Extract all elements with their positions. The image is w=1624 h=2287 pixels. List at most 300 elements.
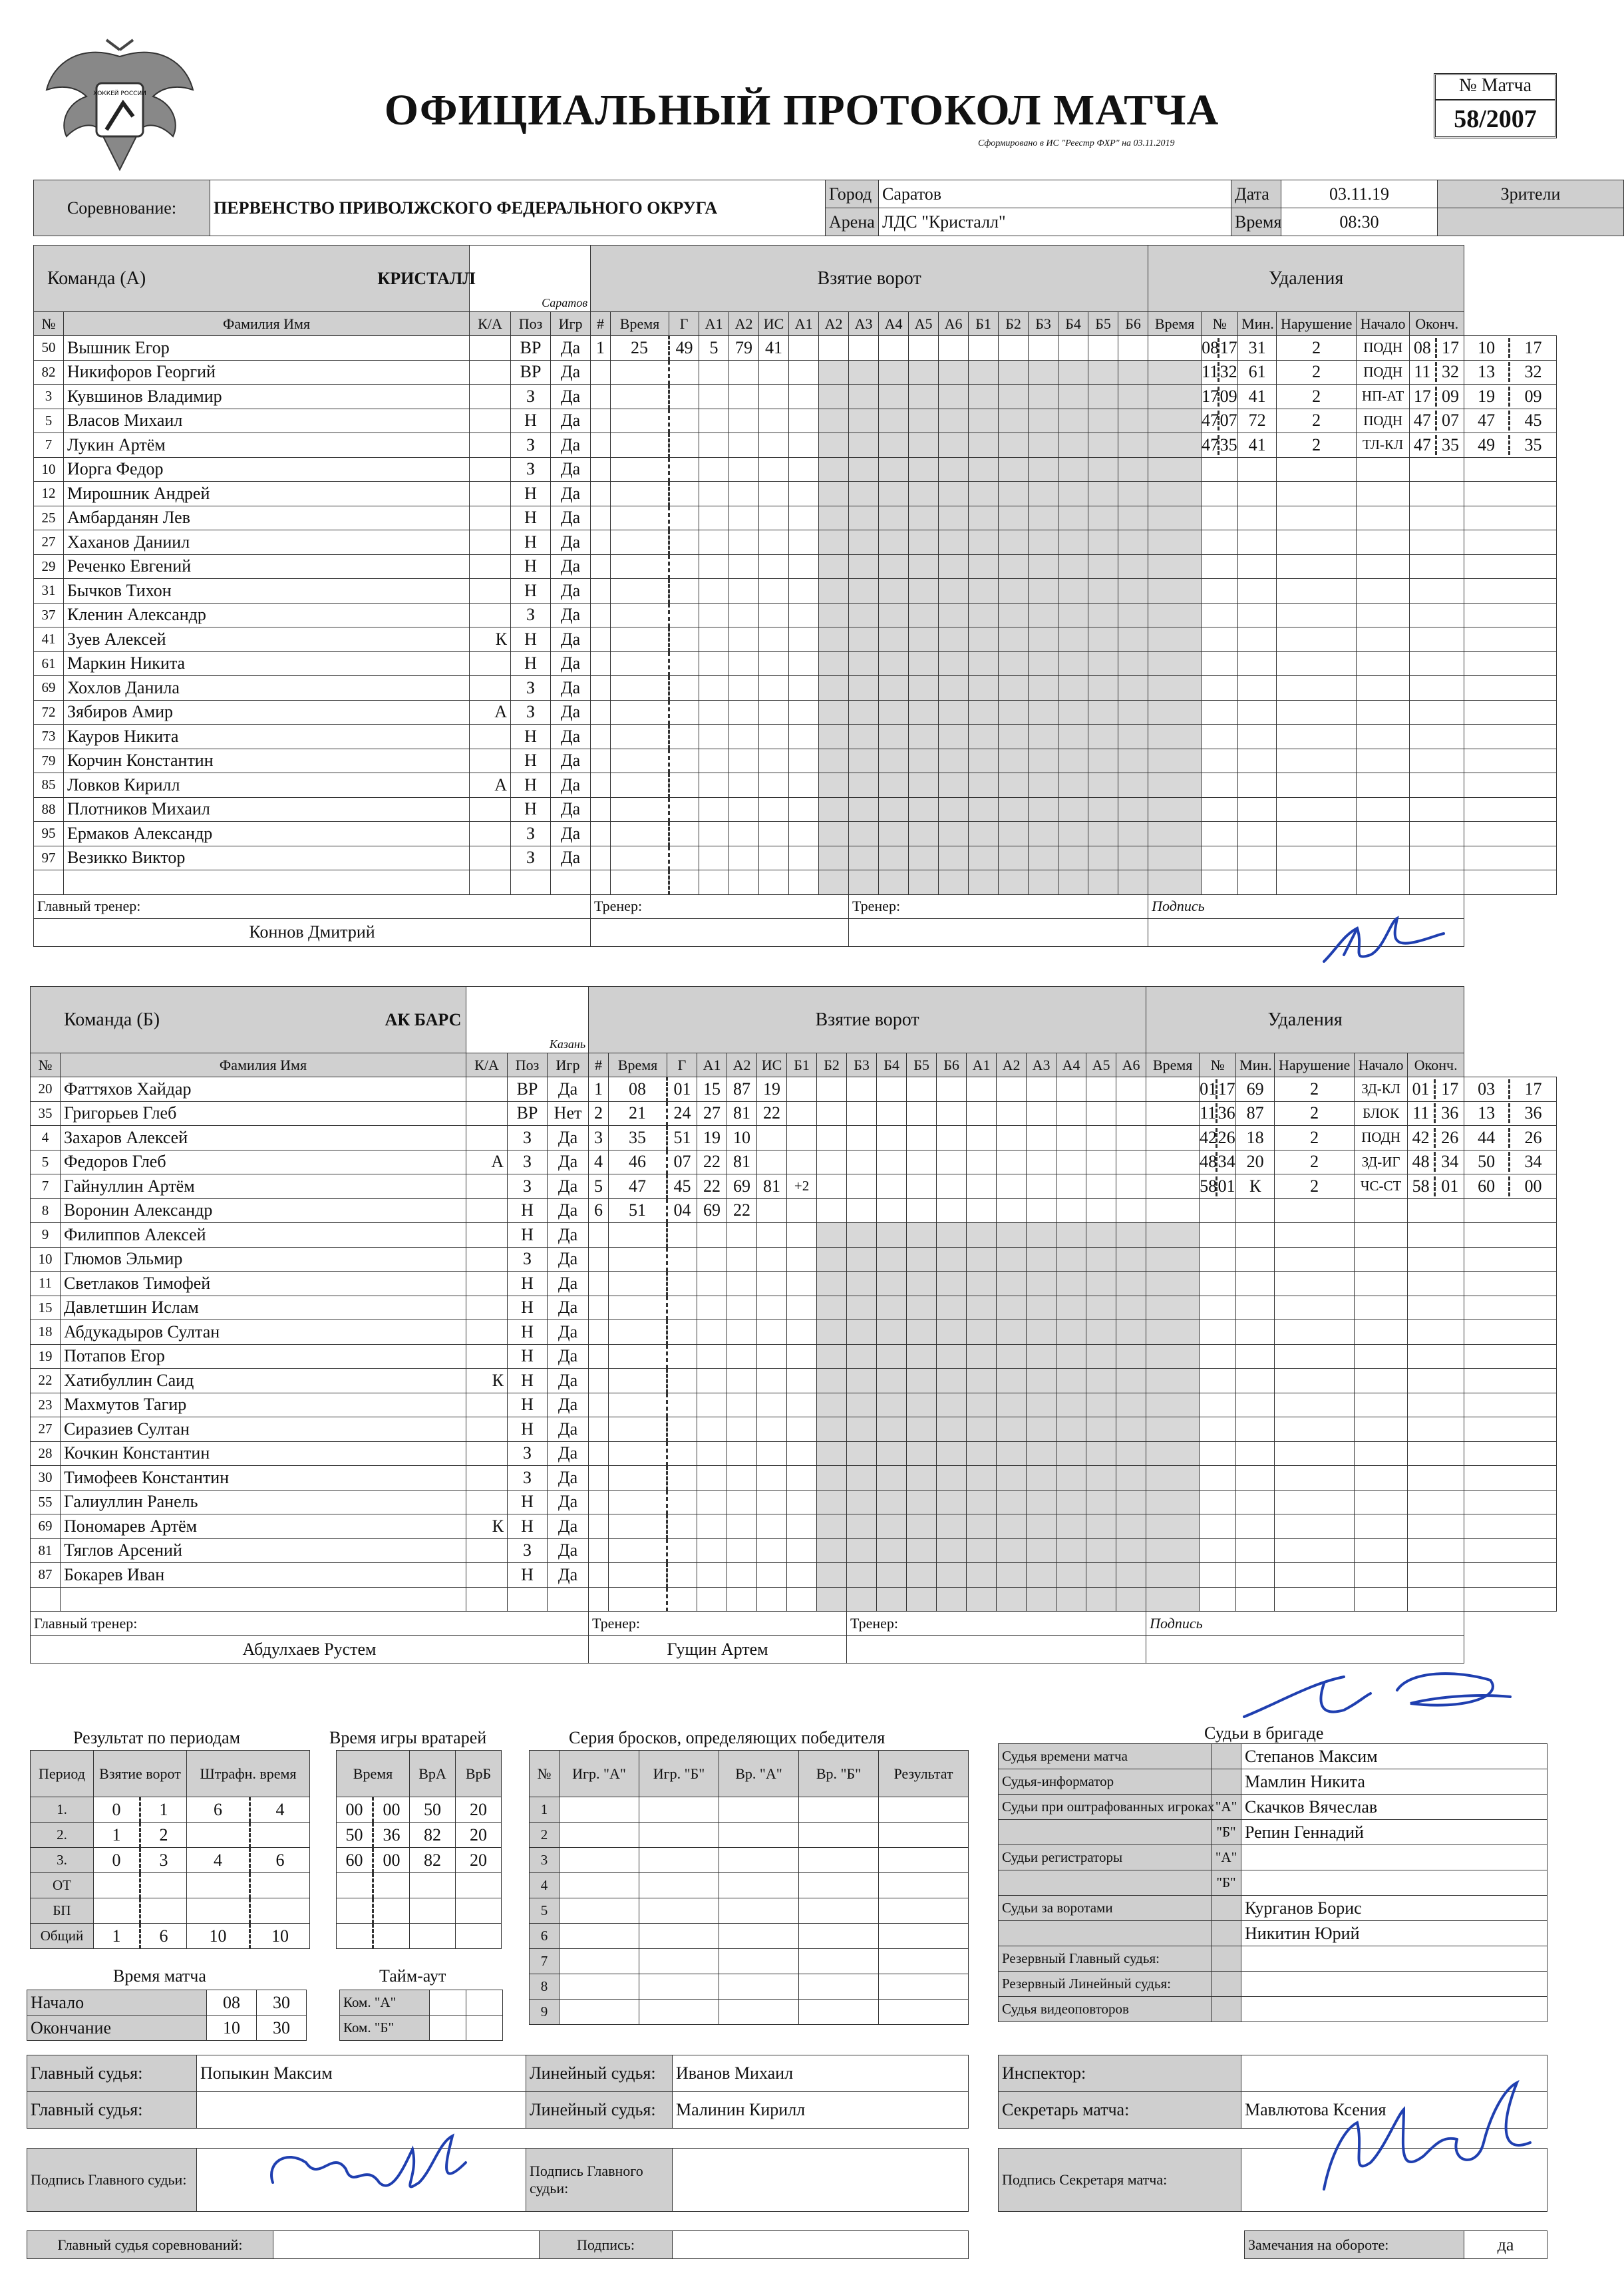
penalty-time [1200,1223,1236,1248]
goal-cell: 04 [667,1198,697,1223]
player-row [34,749,1557,773]
penalty-period [1410,554,1464,579]
player-number: 79 [34,749,64,773]
penalty-minutes [1275,1417,1355,1442]
penalty-time [1200,1441,1236,1466]
player-role [470,822,511,846]
goal-cell [699,579,729,604]
player-plays: Да [551,749,591,773]
player-position: З [508,1538,548,1563]
goalie-row: 50 36 82 20 [337,1823,502,1848]
penalty-minutes [1277,725,1357,749]
player-row [34,482,1557,506]
goal-cell [699,530,729,555]
player-number: 10 [31,1247,61,1272]
goal-cell [789,651,819,676]
goal-cell: 21 [609,1101,667,1126]
goal-cell [787,1563,817,1588]
goal-cell: 5 [589,1174,609,1199]
goal-cell [611,385,669,409]
player-number: 72 [34,700,64,725]
goal-cell [729,433,759,458]
player-name: Фаттяхов Хайдар [61,1077,466,1102]
goal-cell [757,1296,787,1320]
penalty-time [1200,1587,1236,1612]
goal-cell [789,725,819,749]
penalty-violation [1355,1272,1408,1296]
goal-cell [789,603,819,627]
goal-cell: 24 [667,1101,697,1126]
goal-cell: +2 [787,1174,817,1199]
goalie-row: 60 00 82 20 [337,1848,502,1873]
penalty-period: 42 26 [1408,1126,1464,1150]
player-plays: Нет [548,1101,589,1126]
goal-cell [591,554,611,579]
goal-cell [667,1417,697,1442]
player-role [470,870,511,895]
penalty-time: 4707 [1202,409,1238,433]
player-name: Зуев Алексей [64,627,470,652]
goal-cell [729,506,759,530]
team-a-head-coach: Коннов Дмитрий [34,918,591,946]
goal-cell [729,530,759,555]
goal-cell [789,822,819,846]
penalty-minutes: 2 [1275,1174,1355,1199]
penalty-violation [1355,1441,1408,1466]
penalty-time [1202,530,1238,555]
penalty-minutes [1277,676,1357,701]
penalty-time [1202,749,1238,773]
shootout-row: 1 [530,1797,969,1823]
penalty-minutes [1275,1393,1355,1417]
player-row [34,433,1557,458]
player-row [31,1126,1557,1150]
official-row [999,1921,1547,1946]
penalty-violation: ТЛ-КЛ [1357,433,1410,458]
goal-cell: 41 [759,336,789,361]
player-name: Пономарев Артём [61,1514,466,1539]
goal-cell [729,409,759,433]
penalty-player [1238,870,1277,895]
penalty-minutes [1277,700,1357,725]
goal-cell [611,749,669,773]
competition-referee-table: Главный судья соревнований: Подпись: [27,2230,969,2259]
match-number: 58/2007 [1454,105,1537,133]
penalty-player [1238,506,1277,530]
penalty-period [1464,627,1557,652]
goal-cell [669,773,699,798]
player-plays: Да [548,1223,589,1248]
goal-cell [699,822,729,846]
penalty-violation [1355,1538,1408,1563]
player-name: Хаханов Даниил [64,530,470,555]
goal-cell [609,1490,667,1514]
penalty-period [1410,457,1464,482]
penalty-time [1200,1466,1236,1491]
goal-cell [759,822,789,846]
player-position: З [508,1441,548,1466]
penalty-player [1238,457,1277,482]
goal-cell [591,579,611,604]
player-name: Везикко Виктор [64,846,470,870]
goal-cell [611,603,669,627]
goal-cell [609,1247,667,1272]
official-row: "Б" Репин Геннадий [999,1820,1547,1845]
goal-cell [699,385,729,409]
penalty-period: 58 01 [1408,1174,1464,1199]
goal-cell [759,870,789,895]
penalty-period [1410,797,1464,822]
goal-cell [669,506,699,530]
goal-cell [759,409,789,433]
penalty-time: 1136 [1200,1101,1236,1126]
goal-cell [589,1466,609,1491]
penalty-period [1464,1466,1557,1491]
goal-cell [759,457,789,482]
player-number: 5 [31,1150,61,1174]
goal-cell [789,870,819,895]
player-role [470,554,511,579]
player-number: 87 [31,1563,61,1588]
player-number: 4 [31,1126,61,1150]
penalty-time [1200,1198,1236,1223]
goal-cell: 2 [589,1101,609,1126]
player-role [470,725,511,749]
penalty-period [1464,1587,1557,1612]
penalty-period: 47 35 [1410,433,1464,458]
goal-cell [591,530,611,555]
penalty-player: 18 [1236,1126,1275,1150]
penalty-period [1464,1320,1557,1345]
goal-cell [667,1296,697,1320]
goal-cell [611,433,669,458]
penalty-period [1464,773,1557,798]
penalty-period [1464,457,1557,482]
player-number: 20 [31,1077,61,1102]
player-row [31,1514,1557,1539]
penalty-violation [1357,554,1410,579]
secretary-name: Мавлютова Ксения [1241,2092,1547,2129]
penalty-minutes: 2 [1275,1126,1355,1150]
penalty-minutes: 2 [1277,433,1357,458]
penalty-violation [1355,1587,1408,1612]
player-plays: Да [548,1393,589,1417]
player-role [470,651,511,676]
penalty-violation [1355,1417,1408,1442]
goal-cell: 15 [697,1077,727,1102]
goal-cell [757,1538,787,1563]
timeout-title: Тайм-аут [379,1966,446,1986]
goal-cell [591,700,611,725]
penalty-period [1464,846,1557,870]
player-plays: Да [548,1272,589,1296]
goal-cell: 1 [589,1077,609,1102]
official-row: Судья-информатор Мамлин Никита [999,1769,1547,1795]
penalty-minutes [1277,457,1357,482]
player-position: Н [511,530,551,555]
player-position: Н [508,1223,548,1248]
player-row [34,725,1557,749]
player-name: Кочкин Константин [61,1441,466,1466]
goal-cell [729,846,759,870]
player-role [466,1466,508,1491]
penalty-minutes [1275,1441,1355,1466]
goal-cell [669,360,699,385]
officials-title: Судьи в бригаде [1204,1723,1324,1743]
penalty-violation [1357,797,1410,822]
player-row [31,1198,1557,1223]
player-plays: Да [551,336,591,361]
player-position [508,1587,548,1612]
player-role [470,360,511,385]
goal-cell [699,749,729,773]
goal-cell [611,457,669,482]
player-position: З [511,603,551,627]
penalty-violation [1357,506,1410,530]
penalty-period [1410,506,1464,530]
penalty-minutes [1277,627,1357,652]
goal-cell [759,846,789,870]
player-role [466,1126,508,1150]
penalty-minutes [1275,1466,1355,1491]
official-row: Судьи регистраторы "А" [999,1845,1547,1870]
player-name [64,870,470,895]
penalty-period: 13 32 [1464,360,1557,385]
player-plays: Да [551,409,591,433]
player-role [466,1272,508,1296]
player-role [466,1417,508,1442]
penalty-violation [1355,1514,1408,1539]
player-role [466,1296,508,1320]
penalty-period: 11 32 [1410,360,1464,385]
penalty-time [1200,1514,1236,1539]
player-row [31,1369,1557,1393]
penalty-time [1200,1272,1236,1296]
penalty-violation [1357,530,1410,555]
player-position: Н [508,1272,548,1296]
penalty-period [1464,725,1557,749]
goal-cell [759,627,789,652]
signatures-table: Подпись Главного судьи: Подпись Главного судьи: [27,2148,969,2212]
goal-cell [787,1077,817,1102]
goal-cell [669,846,699,870]
goal-cell [759,360,789,385]
goal-cell [667,1272,697,1296]
penalty-player [1236,1587,1275,1612]
penalty-time [1202,725,1238,749]
penalty-period [1410,603,1464,627]
penalty-period [1464,603,1557,627]
penalty-time: 4226 [1200,1126,1236,1150]
goal-cell [729,651,759,676]
goal-cell [699,676,729,701]
penalty-player [1236,1272,1275,1296]
goal-cell [729,749,759,773]
goal-cell [591,822,611,846]
player-plays: Да [548,1441,589,1466]
penalty-player: 31 [1238,336,1277,361]
player-position: Н [508,1296,548,1320]
penalty-violation [1357,676,1410,701]
goal-cell: 35 [609,1126,667,1150]
penalty-period [1464,1563,1557,1588]
goal-cell [789,554,819,579]
goal-cell [787,1587,817,1612]
goal-cell [789,409,819,433]
goal-cell [787,1320,817,1345]
player-position: ВР [508,1077,548,1102]
player-role [466,1393,508,1417]
player-plays: Да [548,1320,589,1345]
goal-cell [669,797,699,822]
penalty-violation [1357,773,1410,798]
goal-cell [589,1538,609,1563]
player-plays: Да [551,457,591,482]
goal-cell [759,603,789,627]
team-a-name: КРИСТАЛЛ [377,268,476,288]
timeout-table: Ком. "А" Ком. "Б" [339,1990,503,2041]
goal-cell [727,1272,757,1296]
penalty-player [1236,1344,1275,1369]
penalty-player [1238,603,1277,627]
goal-cell [667,1514,697,1539]
player-role [470,409,511,433]
player-number: 19 [31,1344,61,1369]
penalty-time [1202,797,1238,822]
player-number: 5 [34,409,64,433]
goal-cell [727,1223,757,1248]
goal-cell [589,1223,609,1248]
goal-cell [729,627,759,652]
penalty-period [1464,1272,1557,1296]
penalty-violation: НП-АТ [1357,385,1410,409]
penalty-minutes [1275,1490,1355,1514]
arena: ЛДС "Кристалл" [879,208,1231,236]
goal-cell [757,1587,787,1612]
goal-cell [697,1441,727,1466]
team-a-protocol: Команда (А) КРИСТАЛЛ Саратов Взятие ворот Удаления № Фамилия Имя К/А Поз Игр # Время Г А1 А2 ИС А1 А2 А3 А4 А5 А6 Б1 Б2 Б3 Б4 Б5 Б6 Время № Мин. Нарушение Начало Оконч. 50 Вышник Егор ВР Да 1 25 49 5 79 41 0817 31 2 ПОДН 08 17 10 17 82 Никифоров Георгий ВР Да 1132 61 2 ПОДН 11 32 13 32 3 Кувшинов Владимир З Да 1709 41 2 НП-АТ 17 09 19 09 5 Власов Михаил Н Да 4707 72 2 ПОДН 47 07 47 45 7 Лукин Артём З Да 4735 41 2 ТЛ-КЛ 47 35 49 35 10 Иорга Федор З Да 12 Мирошник Андрей Н Да 25 Амбарданян Лев Н Да 27 Хаханов Даниил Н Да 29 Реченко Евгений Н Да 31 Бычков Тихон Н Да 37 Кленин Александр З Да 41 Зуев Алексей К Н Да 61 Маркин Никита Н Да 69 Хохлов Данила З Да 72 Зябиров Амир А З Да 73 Кауров Никита Н Да 79 Корчин Константин Н Да 85 Ловков Кирилл А Н Да 88 Плотников Михаил Н Да 95 Ермаков Александр З Да 97 Везикко Виктор З Да Главный тренер: Тренер: Тренер: Подпись Коннов Дмитрий [33,245,1557,947]
player-number: 15 [31,1296,61,1320]
penalty-player [1238,482,1277,506]
goalie-row: 00 00 50 20 [337,1797,502,1823]
player-role: К [470,627,511,652]
player-position: З [511,846,551,870]
goal-cell [591,749,611,773]
player-number: 29 [34,554,64,579]
goal-cell [699,506,729,530]
player-plays: Да [548,1247,589,1272]
player-plays: Да [551,385,591,409]
goal-cell [699,725,729,749]
city: Саратов [879,180,1231,208]
goal-cell [591,846,611,870]
player-number: 27 [31,1417,61,1442]
goal-cell [757,1150,787,1174]
penalty-time [1202,773,1238,798]
player-row [31,1150,1557,1174]
penalty-violation: ЗД-ИГ [1355,1150,1408,1174]
penalty-period [1464,1369,1557,1393]
penalty-violation [1357,846,1410,870]
goal-cell [669,554,699,579]
player-position: З [511,433,551,458]
shootout-table: № Игр. "А" Игр. "Б" Вр. "А" Вр. "Б" Результат 1 2 3 4 5 6 7 8 9 [529,1750,969,2025]
goal-cell [789,433,819,458]
goal-cell [729,554,759,579]
goal-cell [757,1126,787,1150]
player-plays: Да [551,433,591,458]
goal-cell [611,506,669,530]
goal-cell [611,846,669,870]
penalty-period [1408,1441,1464,1466]
goal-cell: 81 [757,1174,787,1199]
referees-table: Главный судья: Попыкин Максим Линейный судья: Иванов Михаил Главный судья: Линейный судья: Малинин Кирилл [27,2055,969,2129]
penalty-time [1202,700,1238,725]
player-plays: Да [551,482,591,506]
player-row [34,360,1557,385]
penalty-period [1464,676,1557,701]
goal-cell [729,579,759,604]
penalty-player [1236,1466,1275,1491]
shootout-row: 6 [530,1924,969,1949]
goal-cell [757,1320,787,1345]
goal-cell [789,700,819,725]
penalty-violation: ЗД-КЛ [1355,1077,1408,1102]
penalty-violation [1355,1247,1408,1272]
penalty-minutes [1277,554,1357,579]
penalty-period: 10 17 [1464,336,1557,361]
penalty-minutes [1277,822,1357,846]
player-row [34,797,1557,822]
goal-cell [609,1223,667,1248]
team-b-head-coach: Абдулхаев Рустем [31,1636,589,1664]
goal-cell [589,1393,609,1417]
penalty-player [1238,773,1277,798]
penalty-period [1464,1417,1557,1442]
periods-table: Период Взятие ворот Штрафн. время 1. 0 1 6 4 2. 1 2 3. 0 3 4 6 ОТ БП Общий 1 6 10 10 [30,1750,310,1949]
goal-cell [589,1296,609,1320]
goal-cell [589,1490,609,1514]
player-row [34,700,1557,725]
penalty-player: 72 [1238,409,1277,433]
goal-cell [611,822,669,846]
player-number: 82 [34,360,64,385]
goal-cell [759,676,789,701]
player-plays: Да [551,846,591,870]
player-plays: Да [551,506,591,530]
player-role [466,1344,508,1369]
penalty-violation [1355,1563,1408,1588]
penalty-minutes [1275,1369,1355,1393]
penalty-minutes [1275,1247,1355,1272]
player-plays: Да [551,360,591,385]
goal-cell [609,1320,667,1345]
goal-cell [787,1514,817,1539]
penalty-violation [1355,1198,1408,1223]
goal-cell [759,725,789,749]
player-row [31,1344,1557,1369]
goal-cell [697,1466,727,1491]
penalty-violation [1357,457,1410,482]
goal-cell [611,627,669,652]
goal-cell [729,385,759,409]
player-name: Давлетшин Ислам [61,1296,466,1320]
official-name [1241,1972,1547,1997]
goal-cell [789,627,819,652]
goal-cell [667,1344,697,1369]
player-plays [548,1587,589,1612]
goal-cell [611,360,669,385]
